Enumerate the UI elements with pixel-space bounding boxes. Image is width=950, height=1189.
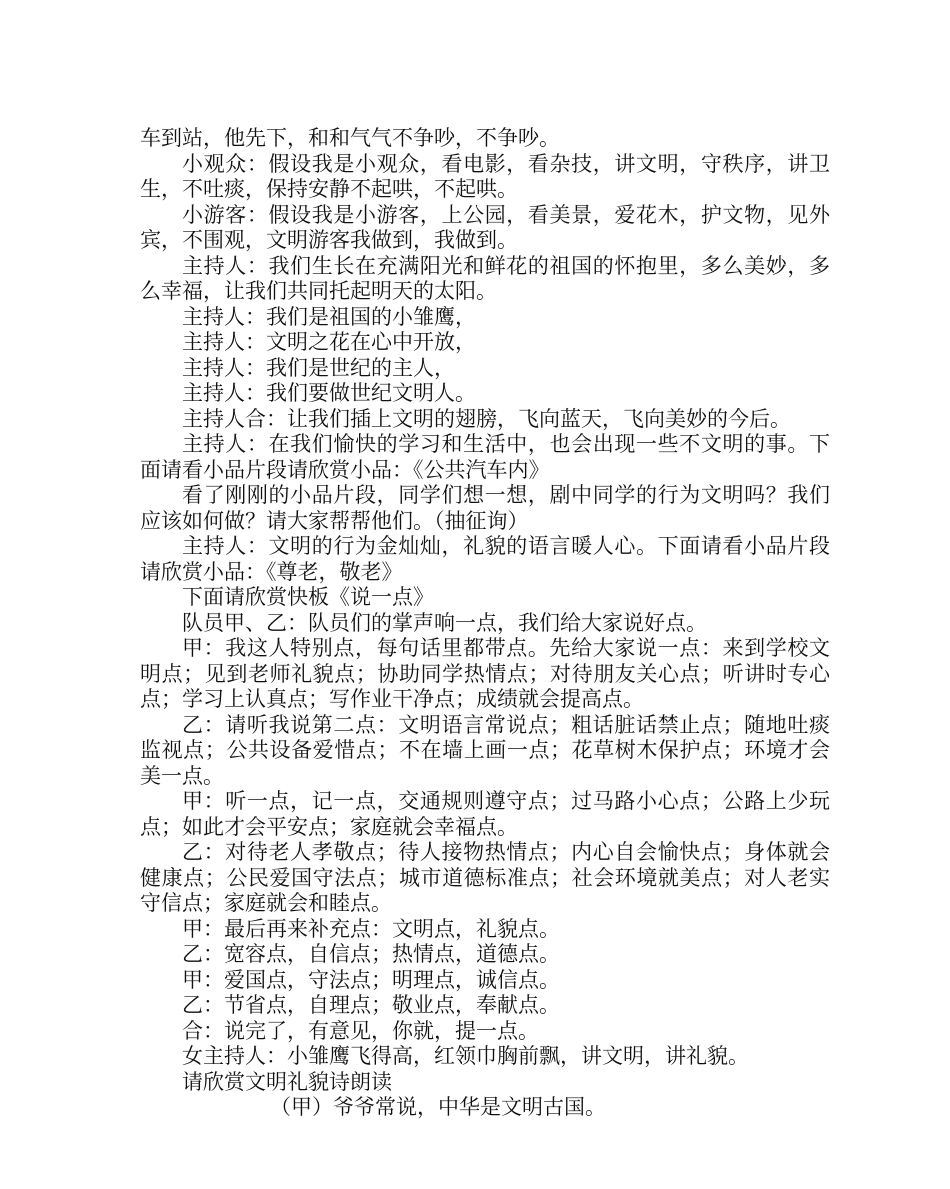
paragraph: 主持人：我们要做世纪文明人。: [182, 381, 476, 405]
paragraph: 甲：听一点，记一点，交通规则遵守点；过马路小心点；公路上少玩点；如此才会平安点；家庭就会幸福点。: [140, 789, 830, 839]
paragraph: 队员甲、乙：队员们的掌声响一点，我们给大家说好点。: [182, 610, 707, 635]
paragraph: 小游客：假设我是小游客，上公园，看美景，爱花木，护文物，见外宾，不围观，文明游客我做到，我做到。: [140, 202, 830, 252]
paragraph: 主持人：我们是祖国的小雏鹰，: [182, 304, 476, 329]
paragraph: 乙：对待老人孝敬点；待人接物热情点；内心自会愉快点；身体就会健康点；公民爱国守法点；城市道德标准点；社会环境就美点；对人老实守信点；家庭就会和睦点。: [140, 840, 830, 915]
paragraph: 乙：宽容点，自信点；热情点，道德点。: [182, 942, 560, 966]
paragraph: 主持人合：让我们插上文明的翅膀，飞向蓝天，飞向美妙的今后。: [182, 406, 791, 431]
paragraph: 看了刚刚的小品片段，同学们想一想，剧中同学的行为文明吗？我们应该如何做？请大家帮帮他们。（抽征询）: [140, 483, 830, 533]
paragraph: 甲：最后再来补充点：文明点，礼貌点。: [182, 916, 560, 941]
paragraph: 合：说完了，有意见，你就，提一点。: [182, 1018, 539, 1043]
paragraph: 主持人：在我们愉快的学习和生活中，也会出现一些不文明的事。下面请看小品片段请欣赏小品：《公共汽车内》: [140, 432, 830, 482]
paragraph: 乙：节省点，自理点；敬业点，奉献点。: [182, 993, 560, 1017]
paragraph: 小观众：假设我是小观众，看电影，看杂技，讲文明，守秩序，讲卫生，不吐痰，保持安静不起哄，不起哄。: [140, 151, 830, 201]
paragraph: 甲：我这人特别点，每句话里都带点。先给大家说一点：来到学校文明点；见到老师礼貌点；协助同学热情点；对待朋友关心点；听讲时专心点；学习上认真点；写作业干净点；成绩就会提高点。: [140, 636, 830, 711]
paragraph: 请欣赏文明礼貌诗朗读: [182, 1069, 392, 1094]
paragraph: 女主持人：小雏鹰飞得高，红领巾胸前飘，讲文明，讲礼貌。: [182, 1044, 749, 1068]
paragraph: 车到站，他先下，和和气气不争吵，不争吵。: [140, 126, 560, 150]
paragraph: 乙：请听我说第二点：文明语言常说点；粗话脏话禁止点；随地吐痰监视点；公共设备爱惜点；不在墙上画一点；花草树木保护点；环境才会美一点。: [140, 712, 830, 788]
paragraph: 主持人：文明之花在心中开放，: [182, 330, 476, 354]
paragraph: （甲）爷爷常说，中华是文明古国。: [270, 1095, 606, 1119]
paragraph: 下面请欣赏快板《说一点》: [182, 585, 434, 609]
paragraph: 主持人：我们生长在充满阳光和鲜花的祖国的怀抱里，多么美妙，多么幸福，让我们共同托起明天的太阳。: [140, 253, 830, 303]
paragraph: 主持人：文明的行为金灿灿，礼貌的语言暖人心。下面请看小品片段请欣赏小品：《尊老，敬老》: [140, 534, 830, 584]
document-body: [140, 126, 830, 1121]
paragraph: 主持人：我们是世纪的主人，: [182, 355, 455, 380]
paragraph: 甲：爱国点，守法点；明理点，诚信点。: [182, 967, 560, 992]
